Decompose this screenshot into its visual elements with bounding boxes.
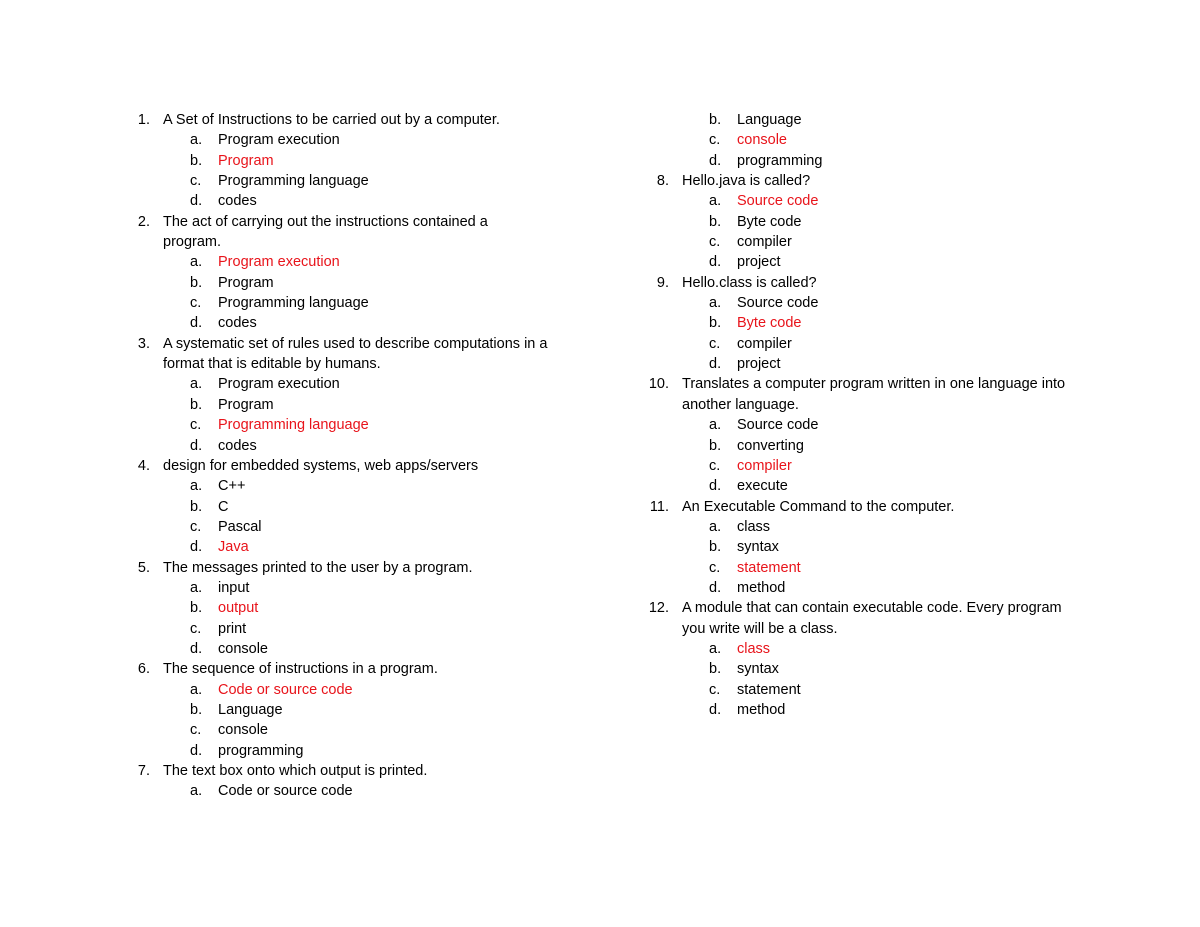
question-line bbox=[647, 497, 1117, 517]
answer-option bbox=[647, 578, 1117, 598]
answer-option bbox=[647, 354, 1117, 374]
question-line bbox=[128, 659, 588, 679]
option-letter: d. bbox=[190, 640, 203, 657]
option-letter: c. bbox=[709, 681, 721, 698]
answer-option bbox=[647, 191, 1117, 211]
question-number: 8. bbox=[656, 173, 669, 190]
question-text: A module that can contain executable code. Every program bbox=[682, 600, 1062, 617]
answer-option bbox=[128, 395, 588, 415]
option-text: console bbox=[218, 722, 268, 739]
option-letter: a. bbox=[709, 193, 722, 210]
question-text: another language. bbox=[682, 396, 799, 413]
option-text: codes bbox=[218, 437, 257, 454]
option-text: Language bbox=[218, 701, 283, 718]
answer-option bbox=[128, 680, 588, 700]
answer-option bbox=[128, 273, 588, 293]
option-letter: c. bbox=[190, 173, 202, 190]
option-text: codes bbox=[218, 315, 257, 332]
option-letter: c. bbox=[709, 457, 721, 474]
question-text: program. bbox=[163, 234, 222, 251]
answer-option bbox=[647, 334, 1117, 354]
answer-option bbox=[647, 700, 1117, 720]
answer-option bbox=[647, 517, 1117, 537]
answer-option bbox=[128, 313, 588, 333]
correct-answer-text: console bbox=[737, 132, 787, 149]
option-letter: a. bbox=[190, 478, 203, 495]
question-text: format that is editable by humans. bbox=[163, 356, 381, 373]
option-letter: a. bbox=[709, 640, 722, 657]
option-letter: a. bbox=[190, 579, 203, 596]
question-number: 10. bbox=[648, 376, 669, 393]
question-line bbox=[647, 171, 1117, 191]
option-text: execute bbox=[737, 478, 788, 495]
option-letter: b. bbox=[709, 315, 722, 332]
option-letter: d. bbox=[190, 315, 203, 332]
answer-option bbox=[128, 374, 588, 394]
answer-option bbox=[128, 252, 588, 272]
option-text: method bbox=[737, 701, 786, 718]
option-text: method bbox=[737, 579, 786, 596]
question-continuation bbox=[647, 619, 1117, 639]
question-number: 12. bbox=[648, 600, 669, 617]
answer-option bbox=[647, 252, 1117, 272]
answer-option bbox=[647, 456, 1117, 476]
option-letter: b. bbox=[190, 274, 203, 291]
option-text: Source code bbox=[737, 295, 819, 312]
answer-option bbox=[128, 537, 588, 557]
question-line bbox=[128, 761, 588, 781]
question-number: 5. bbox=[137, 559, 150, 576]
option-letter: b. bbox=[190, 701, 203, 718]
question-number: 11. bbox=[649, 498, 669, 515]
question-text: The messages printed to the user by a program. bbox=[163, 559, 473, 576]
question-text: The act of carrying out the instructions contained a bbox=[163, 213, 488, 230]
answer-option bbox=[128, 436, 588, 456]
option-letter: c. bbox=[190, 295, 202, 312]
option-letter: d. bbox=[190, 437, 203, 454]
question-line bbox=[128, 212, 588, 232]
option-text: Program bbox=[218, 274, 274, 291]
question-text: The text box onto which output is printed. bbox=[163, 763, 428, 779]
option-letter: d. bbox=[709, 152, 722, 169]
question-number: 3. bbox=[137, 335, 150, 352]
option-text: input bbox=[218, 579, 250, 596]
question-text: Hello.java is called? bbox=[682, 173, 811, 190]
option-text: console bbox=[218, 640, 268, 657]
correct-answer-text: compiler bbox=[737, 457, 792, 474]
left-column bbox=[128, 110, 588, 802]
answer-option bbox=[128, 720, 588, 740]
option-letter: d. bbox=[709, 701, 722, 718]
question-number: 9. bbox=[656, 274, 669, 291]
option-text: Program execution bbox=[218, 132, 340, 149]
option-text: syntax bbox=[737, 661, 779, 678]
answer-option bbox=[647, 212, 1117, 232]
answer-option bbox=[647, 415, 1117, 435]
option-letter: b. bbox=[190, 600, 203, 617]
option-letter: c. bbox=[190, 417, 202, 434]
option-text: Program bbox=[218, 396, 274, 413]
option-letter: c. bbox=[190, 722, 202, 739]
option-text: codes bbox=[218, 193, 257, 210]
answer-option bbox=[647, 110, 1117, 130]
option-text: C bbox=[218, 498, 229, 515]
correct-answer-text: Program execution bbox=[218, 254, 340, 271]
correct-answer-text: Code or source code bbox=[218, 681, 353, 698]
option-letter: b. bbox=[190, 396, 203, 413]
option-letter: d. bbox=[709, 579, 722, 596]
option-letter: a. bbox=[709, 417, 722, 434]
answer-option bbox=[128, 781, 588, 801]
option-letter: b. bbox=[190, 498, 203, 515]
option-letter: c. bbox=[709, 559, 721, 576]
answer-option bbox=[128, 171, 588, 191]
option-text: Language bbox=[737, 112, 802, 128]
option-text: compiler bbox=[737, 234, 792, 251]
option-text: programming bbox=[218, 742, 304, 759]
option-letter: c. bbox=[190, 518, 202, 535]
answer-option bbox=[128, 741, 588, 761]
question-number: 2. bbox=[137, 213, 150, 230]
answer-option bbox=[647, 537, 1117, 557]
answer-option bbox=[128, 293, 588, 313]
option-letter: c. bbox=[709, 234, 721, 251]
answer-option bbox=[128, 619, 588, 639]
answer-option bbox=[128, 700, 588, 720]
question-line bbox=[128, 456, 588, 476]
answer-option bbox=[128, 476, 588, 496]
correct-answer-text: statement bbox=[737, 559, 801, 576]
option-letter: a. bbox=[190, 783, 203, 800]
question-text: A Set of Instructions to be carried out by a computer. bbox=[163, 112, 500, 128]
option-text: Program execution bbox=[218, 376, 340, 393]
option-text: programming bbox=[737, 152, 823, 169]
question-number: 4. bbox=[137, 457, 150, 474]
option-letter: a. bbox=[190, 681, 203, 698]
question-continuation bbox=[128, 354, 588, 374]
option-text: Programming language bbox=[218, 295, 369, 312]
answer-option bbox=[128, 415, 588, 435]
answer-option bbox=[647, 476, 1117, 496]
answer-option bbox=[647, 659, 1117, 679]
answer-option bbox=[128, 497, 588, 517]
option-text: print bbox=[218, 620, 247, 637]
option-text: class bbox=[737, 518, 771, 535]
question-text: you write will be a class. bbox=[682, 620, 838, 637]
option-letter: b. bbox=[709, 539, 722, 556]
answer-option bbox=[128, 130, 588, 150]
question-line bbox=[128, 558, 588, 578]
option-letter: c. bbox=[190, 620, 202, 637]
option-letter: b. bbox=[709, 437, 722, 454]
answer-option bbox=[128, 598, 588, 618]
question-text: Hello.class is called? bbox=[682, 274, 817, 291]
option-text: converting bbox=[737, 437, 804, 454]
answer-option bbox=[128, 578, 588, 598]
question-number: 1. bbox=[137, 112, 150, 128]
option-text: project bbox=[737, 356, 781, 373]
question-number: 6. bbox=[137, 661, 150, 678]
option-letter: d. bbox=[709, 478, 722, 495]
answer-option bbox=[647, 558, 1117, 578]
question-line bbox=[647, 598, 1117, 618]
option-letter: d. bbox=[190, 193, 203, 210]
correct-answer-text: class bbox=[737, 640, 771, 657]
option-text: compiler bbox=[737, 335, 792, 352]
option-letter: a. bbox=[190, 254, 203, 271]
question-line bbox=[647, 273, 1117, 293]
answer-option bbox=[128, 639, 588, 659]
correct-answer-text: Programming language bbox=[218, 417, 369, 434]
answer-option bbox=[647, 680, 1117, 700]
option-text: statement bbox=[737, 681, 801, 698]
question-text: design for embedded systems, web apps/servers bbox=[163, 457, 479, 474]
correct-answer-text: Program bbox=[218, 152, 274, 169]
option-text: syntax bbox=[737, 539, 779, 556]
answer-option bbox=[128, 191, 588, 211]
option-letter: d. bbox=[190, 539, 203, 556]
answer-option bbox=[128, 151, 588, 171]
answer-option bbox=[647, 151, 1117, 171]
answer-option bbox=[647, 639, 1117, 659]
option-text: project bbox=[737, 254, 781, 271]
answer-option bbox=[647, 130, 1117, 150]
correct-answer-text: output bbox=[218, 600, 259, 617]
option-letter: b. bbox=[709, 213, 722, 230]
option-text: C++ bbox=[218, 478, 246, 495]
question-continuation bbox=[128, 232, 588, 252]
option-letter: d. bbox=[709, 254, 722, 271]
correct-answer-text: Byte code bbox=[737, 315, 802, 332]
option-letter: a. bbox=[709, 518, 722, 535]
answer-option bbox=[647, 313, 1117, 333]
option-letter: d. bbox=[190, 742, 203, 759]
answer-option bbox=[128, 517, 588, 537]
answer-option bbox=[647, 436, 1117, 456]
option-letter: b. bbox=[709, 661, 722, 678]
question-line bbox=[128, 110, 588, 130]
question-line bbox=[647, 374, 1117, 394]
option-letter: b. bbox=[190, 152, 203, 169]
option-letter: b. bbox=[709, 112, 722, 128]
option-letter: c. bbox=[709, 132, 721, 149]
question-text: The sequence of instructions in a program. bbox=[163, 661, 438, 678]
question-continuation bbox=[647, 395, 1117, 415]
question-text: A systematic set of rules used to describe computations in a bbox=[163, 335, 548, 352]
option-text: Byte code bbox=[737, 213, 802, 230]
option-letter: a. bbox=[709, 295, 722, 312]
option-letter: d. bbox=[709, 356, 722, 373]
answer-option bbox=[647, 293, 1117, 313]
right-column bbox=[647, 110, 1117, 720]
question-text: Translates a computer program written in one language into bbox=[682, 376, 1066, 393]
option-text: Pascal bbox=[218, 518, 262, 535]
option-text: Programming language bbox=[218, 173, 369, 190]
option-letter: a. bbox=[190, 132, 203, 149]
correct-answer-text: Source code bbox=[737, 193, 819, 210]
question-line bbox=[128, 334, 588, 354]
question-text: An Executable Command to the computer. bbox=[682, 498, 955, 515]
option-letter: c. bbox=[709, 335, 721, 352]
question-number: 7. bbox=[137, 763, 150, 779]
option-letter: a. bbox=[190, 376, 203, 393]
answer-option bbox=[647, 232, 1117, 252]
option-text: Code or source code bbox=[218, 783, 353, 800]
correct-answer-text: Java bbox=[218, 539, 249, 556]
option-text: Source code bbox=[737, 417, 819, 434]
